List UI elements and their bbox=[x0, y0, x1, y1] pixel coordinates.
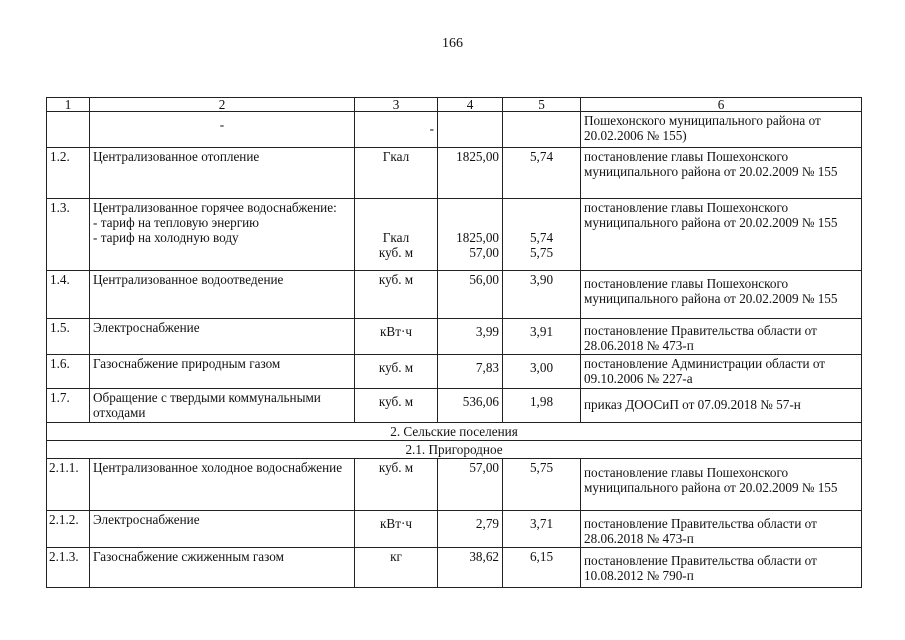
table-row bbox=[47, 389, 862, 423]
service-name: Централизованное водоотведение bbox=[90, 271, 355, 319]
sub-quantity: 57,00 bbox=[469, 245, 499, 260]
service-name: Обращение с твердыми коммунальными отходами bbox=[90, 389, 355, 423]
service-name: Электроснабжение bbox=[90, 319, 355, 355]
service-name: Централизованное холодное водоснабжение bbox=[90, 459, 355, 511]
continuation-row bbox=[47, 112, 862, 148]
row-number: 2.1.3. bbox=[47, 548, 90, 588]
tariff-cell: 3,00 bbox=[503, 355, 581, 389]
sub-quantity: 1825,00 bbox=[456, 230, 499, 245]
table-row bbox=[47, 199, 862, 271]
table-row bbox=[47, 511, 862, 548]
quantity-cell bbox=[438, 199, 503, 271]
unit-cell: Гкал bbox=[355, 148, 438, 199]
sub-service-name: - тариф на тепловую энергию bbox=[93, 215, 260, 230]
quantity-cell: 3,99 bbox=[438, 319, 503, 355]
service-name: Газоснабжение природным газом bbox=[90, 355, 355, 389]
quantity-cell: 56,00 bbox=[438, 271, 503, 319]
row-number: 1.6. bbox=[47, 355, 90, 389]
service-name bbox=[90, 199, 355, 271]
table-row bbox=[47, 319, 862, 355]
source-cell: постановление главы Пошехонского муниципального района от 20.02.2009 № 155 bbox=[581, 148, 862, 199]
subsection-title: 2.1. Пригородное bbox=[47, 441, 862, 459]
source-cell: постановление Правительства области от 10.08.2012 № 790-п bbox=[581, 548, 862, 588]
page-number: 166 bbox=[442, 36, 463, 51]
tariff-cell: 5,75 bbox=[503, 459, 581, 511]
unit-cell: куб. м bbox=[355, 355, 438, 389]
service-name: Централизованное отопление bbox=[90, 148, 355, 199]
row-number: 1.7. bbox=[47, 389, 90, 423]
table-row bbox=[47, 548, 862, 588]
sub-service-name: - тариф на холодную воду bbox=[93, 230, 239, 245]
tariff-cell: 6,15 bbox=[503, 548, 581, 588]
unit-cell: кВт·ч bbox=[355, 319, 438, 355]
row-number: 1.5. bbox=[47, 319, 90, 355]
row-number: 1.4. bbox=[47, 271, 90, 319]
table-row bbox=[47, 355, 862, 389]
quantity-cell: 1825,00 bbox=[438, 148, 503, 199]
row-number: 1.2. bbox=[47, 148, 90, 199]
tariff-cell: 3,90 bbox=[503, 271, 581, 319]
tariff-cell: 3,91 bbox=[503, 319, 581, 355]
source-cell: постановление главы Пошехонского муниципального района от 20.02.2009 № 155 bbox=[581, 459, 862, 511]
sub-unit: куб. м bbox=[378, 245, 414, 260]
quantity-cell: 2,79 bbox=[438, 511, 503, 548]
unit-cell: кг bbox=[355, 548, 438, 588]
quantity-cell: 7,83 bbox=[438, 355, 503, 389]
header-cell: 6 bbox=[581, 98, 862, 112]
unit-cell: куб. м bbox=[355, 459, 438, 511]
sub-tariff: 5,74 bbox=[529, 230, 554, 245]
header-cell: 3 bbox=[355, 98, 438, 112]
quantity-cell: 536,06 bbox=[438, 389, 503, 423]
subsection-row bbox=[47, 441, 862, 459]
tariff-cell: 1,98 bbox=[503, 389, 581, 423]
row-number: 2.1.1. bbox=[47, 459, 90, 511]
source-cell: постановление Правительства области от 28.06.2018 № 473-п bbox=[581, 319, 862, 355]
header-cell: 2 bbox=[90, 98, 355, 112]
section-row bbox=[47, 423, 862, 441]
table-row bbox=[47, 271, 862, 319]
unit-cell: кВт·ч bbox=[355, 511, 438, 548]
quantity-cell: 38,62 bbox=[438, 548, 503, 588]
service-name-main: Централизованное горячее водоснабжение: bbox=[93, 200, 337, 215]
tariff-cell bbox=[503, 199, 581, 271]
service-name: Электроснабжение bbox=[90, 511, 355, 548]
tariff-cell: 5,74 bbox=[503, 148, 581, 199]
source-cell: постановление Правительства области от 28.06.2018 № 473-п bbox=[581, 511, 862, 548]
unit-cell: куб. м bbox=[355, 389, 438, 423]
header-cell: 5 bbox=[503, 98, 581, 112]
source-cell: Пошехонского муниципального района от 20.02.2006 № 155) bbox=[581, 112, 862, 148]
table-row bbox=[47, 148, 862, 199]
source-cell: приказ ДООСиП от 07.09.2018 № 57-н bbox=[581, 389, 862, 423]
sub-tariff: 5,75 bbox=[529, 245, 554, 260]
table-row bbox=[47, 459, 862, 511]
source-cell: постановление главы Пошехонского муниципального района от 20.02.2009 № 155 bbox=[581, 271, 862, 319]
tariff-cell: 3,71 bbox=[503, 511, 581, 548]
sub-unit: Гкал bbox=[382, 230, 410, 245]
unit-cell: куб. м bbox=[355, 271, 438, 319]
section-title: 2. Сельские поселения bbox=[47, 423, 862, 441]
header-row bbox=[47, 98, 862, 112]
row-number: 1.3. bbox=[47, 199, 90, 271]
tariff-table bbox=[46, 97, 862, 588]
dash-mark: - bbox=[219, 117, 225, 132]
header-cell: 4 bbox=[438, 98, 503, 112]
quantity-cell: 57,00 bbox=[438, 459, 503, 511]
header-cell: 1 bbox=[47, 98, 90, 112]
source-cell: постановление Администрации области от 09.10.2006 № 227-а bbox=[581, 355, 862, 389]
service-name: Газоснабжение сжиженным газом bbox=[90, 548, 355, 588]
dash-mark: - bbox=[429, 121, 434, 136]
unit-cell bbox=[355, 199, 438, 271]
source-cell: постановление главы Пошехонского муниципального района от 20.02.2009 № 155 bbox=[581, 199, 862, 271]
row-number: 2.1.2. bbox=[47, 511, 90, 548]
